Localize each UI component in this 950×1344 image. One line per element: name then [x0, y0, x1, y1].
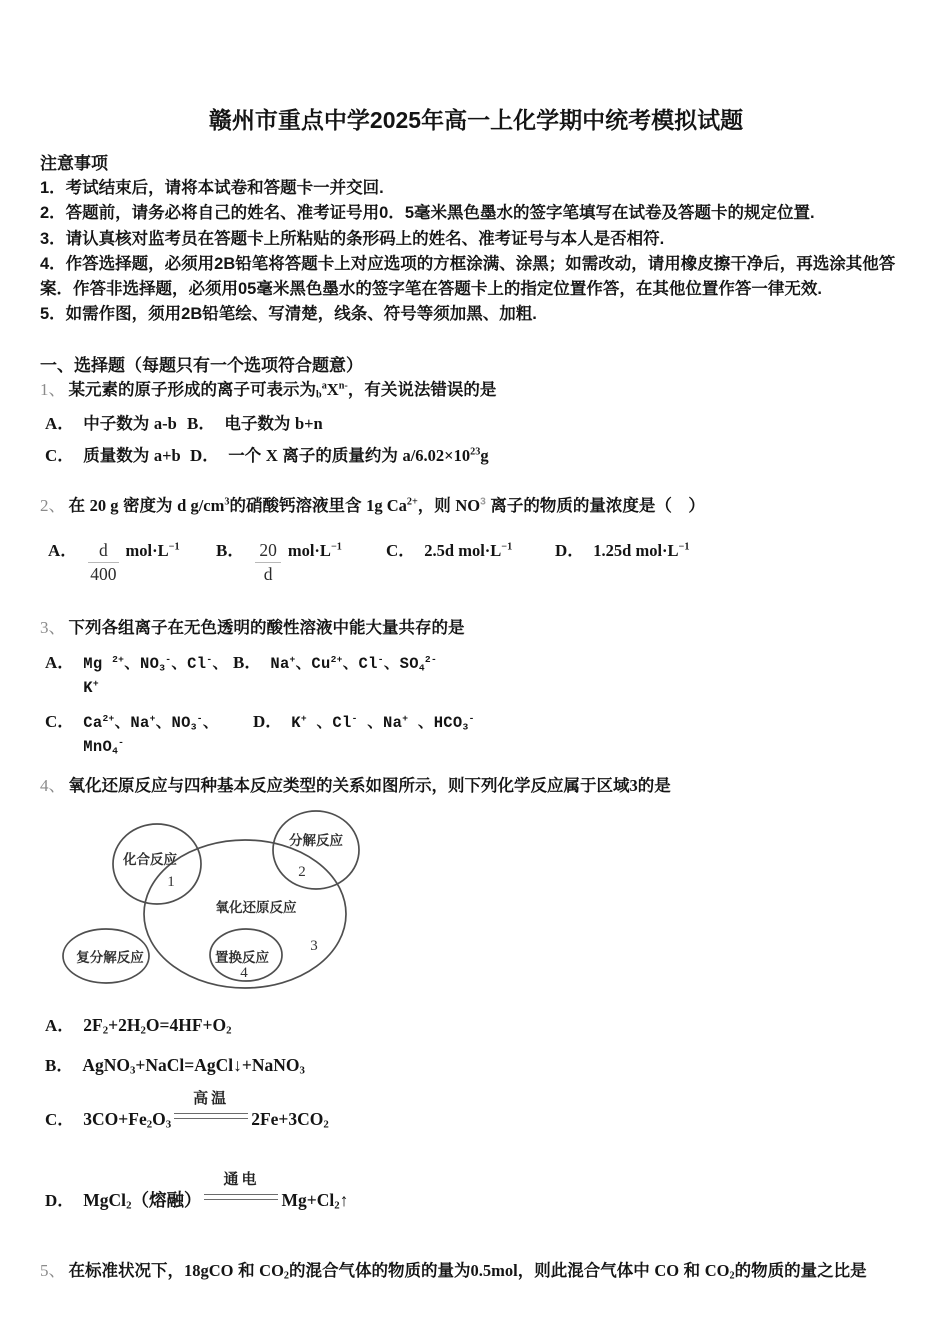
- unit: $mol\cdot L^{-1}$: [287, 540, 342, 560]
- reaction-double-line: [204, 1194, 278, 1200]
- question-number: 5、: [40, 1260, 66, 1280]
- region-1: 1: [167, 873, 175, 890]
- unit: $mol\cdot L^{-1}$: [125, 540, 180, 560]
- option-text: K+ 、Cl- 、Na+ 、$HCO_3^-$: [291, 712, 475, 733]
- option-label: D．: [45, 1190, 75, 1210]
- option-text: 一个 X 离子的质量约为 $a/6.02\times 10^{23}g$: [228, 445, 489, 465]
- question-4-option-d: [40, 1166, 912, 1215]
- reaction-condition: [201, 1166, 281, 1206]
- option-label: C．: [386, 540, 416, 560]
- region-2: 2: [298, 863, 306, 880]
- equation-products: $Mg+Cl_2↑$: [281, 1189, 349, 1212]
- question-2-options: [40, 536, 912, 586]
- question-3: [40, 616, 912, 640]
- question-5: [40, 1259, 912, 1283]
- redox-label: 氧化还原反应: [215, 899, 297, 915]
- region-3: 3: [310, 937, 318, 954]
- equation-products: $2Fe+3CO_2$: [251, 1108, 329, 1131]
- option-b: [187, 412, 323, 436]
- option-label: A．: [48, 540, 78, 560]
- option-label: A．: [45, 1015, 75, 1035]
- question-number: 4、: [40, 775, 66, 795]
- option-text: 电子数为 b+n: [224, 413, 323, 433]
- fraction-numerator: d: [88, 539, 118, 563]
- combination-label: 化合反应: [123, 851, 177, 867]
- notice-item: 1．考试结束后，请将本试卷和答题卡一并交回.: [40, 179, 384, 197]
- option-label: C．: [45, 711, 75, 731]
- option-a: [45, 651, 233, 700]
- condition-label: 高温: [193, 1089, 230, 1107]
- fraction: [88, 539, 118, 586]
- exam-title: 赣州市重点中学2025年高一上化学期中统考模拟试题: [208, 107, 744, 133]
- option-c: [45, 444, 190, 468]
- reaction-double-line: [174, 1113, 248, 1119]
- option-label: D．: [555, 540, 585, 560]
- option-text: Na+、$Cu^{2+}$、Cl-、$SO_4^{2-}$: [270, 653, 438, 674]
- option-label: B．: [233, 652, 262, 672]
- question-stem: 在 20 g 密度为 d $g/cm^3$的硝酸钙溶液里含 1g $Ca^{2+}$，则 $NO^3$ 离子的物质的量浓度是（ ）: [68, 495, 705, 515]
- option-label: C．: [45, 445, 75, 465]
- option-label: D．: [190, 445, 220, 465]
- question-1-options-ab: [40, 412, 912, 436]
- equation: AgNO$_3$+NaCl=AgCl↓+NaNO$_3$: [82, 1054, 305, 1077]
- option-d: [555, 536, 689, 561]
- option-label: B．: [187, 413, 216, 433]
- option-text: 质量数为 a+b: [83, 445, 181, 465]
- question-2: [40, 494, 912, 518]
- question-3-options-ab: [40, 651, 912, 700]
- option-a: [45, 412, 187, 436]
- question-number: 1、: [40, 379, 66, 399]
- decomposition-circle: [273, 811, 359, 889]
- reaction-condition: [171, 1085, 251, 1125]
- fraction-numerator: 20: [255, 539, 281, 563]
- option-text: $Ca^{2+}$、Na+、$NO_3^-$、MnO$_4$-: [83, 712, 219, 757]
- question-3-options-cd: [40, 710, 912, 759]
- option-b: [216, 536, 386, 586]
- option-label: B．: [216, 540, 245, 560]
- option-label: D．: [253, 711, 283, 731]
- decomposition-label: 分解反应: [289, 832, 343, 848]
- option-text: 1.25d $mol\cdot L^{-1}$: [593, 540, 690, 560]
- question-stem: 氧化还原反应与四种基本反应类型的关系如图所示，则下列化学反应属于区域3的是: [68, 775, 671, 795]
- option-text: 中子数为 a-b: [83, 413, 177, 433]
- option-label: A．: [45, 652, 75, 672]
- option-c: [45, 710, 253, 759]
- option-label: A．: [45, 413, 75, 433]
- notice-item: 5．如需作图，须用2B铅笔绘、写清楚，线条、符号等须加黑、加粗.: [40, 305, 537, 324]
- question-stem: 某元素的原子形成的离子可表示为$_b^aX^{n-}$，有关说法错误的是: [68, 379, 497, 401]
- question-number: 3、: [40, 617, 66, 637]
- question-4-option-b: [40, 1052, 912, 1080]
- question-number: 2、: [40, 495, 66, 515]
- question-4-option-a: [40, 1012, 912, 1040]
- notice-item: 4．作答选择题，必须用2B铅笔将答题卡上对应选项的方框涂满、涂黑；如需改动，请用橡皮擦干净后，再选涂其他答案．作答非选择题，必须用05毫米黑色墨水的签字笔在答题卡上的指定位置作答，在其他位置作答一律无效.: [40, 254, 896, 299]
- option-text: Mg $^{2+}$、$NO_3^-$、Cl-、K+: [83, 653, 229, 697]
- option-b: [233, 651, 437, 700]
- section-heading: 一、选择题（每题只有一个选项符合题意）: [40, 355, 363, 375]
- notice-item: 2．答题前，请务必将自己的姓名、准考证号用0．5毫米黑色墨水的签字笔填写在试卷及答题卡的规定位置.: [40, 204, 815, 223]
- question-stem: 在标准状况下，18gCO 和 $CO_2$的混合气体的物质的量为0.5mol，则此混合气体中 CO 和 $CO_2$的物质的量之比是: [68, 1260, 867, 1282]
- question-4-option-c: [40, 1085, 912, 1134]
- option-a: [48, 536, 216, 586]
- fraction-denominator: 400: [90, 563, 117, 584]
- notice-item: 3．请认真核对监考员在答题卡上所粘贴的条形码上的姓名、准考证号与本人是否相符.: [40, 229, 665, 248]
- equation-reactants: MgCl$_2$（熔融）: [83, 1189, 202, 1212]
- question-1-options-cd: [40, 444, 912, 468]
- condition-label: 通电: [223, 1170, 260, 1188]
- option-d: [190, 444, 489, 468]
- option-d: [253, 710, 475, 759]
- venn-diagram: [46, 802, 391, 1002]
- fraction-denominator: d: [263, 563, 273, 584]
- region-4: 4: [240, 964, 248, 981]
- equation: $2F_2+2H_2O=4HF+O_2$: [83, 1014, 232, 1037]
- notice-heading: 注意事项: [40, 154, 108, 173]
- question-stem: 下列各组离子在无色透明的酸性溶液中能大量共存的是: [68, 618, 465, 637]
- option-text: 2.5d $mol\cdot L^{-1}$: [424, 540, 513, 560]
- question-1: [40, 378, 912, 402]
- displacement-label: 置换反应: [215, 949, 269, 965]
- equation-reactants: $3CO+Fe_2O_3$: [83, 1108, 172, 1131]
- metathesis-label: 复分解反应: [76, 949, 144, 965]
- fraction: [255, 539, 281, 586]
- option-c: [386, 536, 555, 561]
- question-4: [40, 774, 912, 798]
- option-label: B．: [45, 1055, 74, 1075]
- option-label: C．: [45, 1109, 75, 1129]
